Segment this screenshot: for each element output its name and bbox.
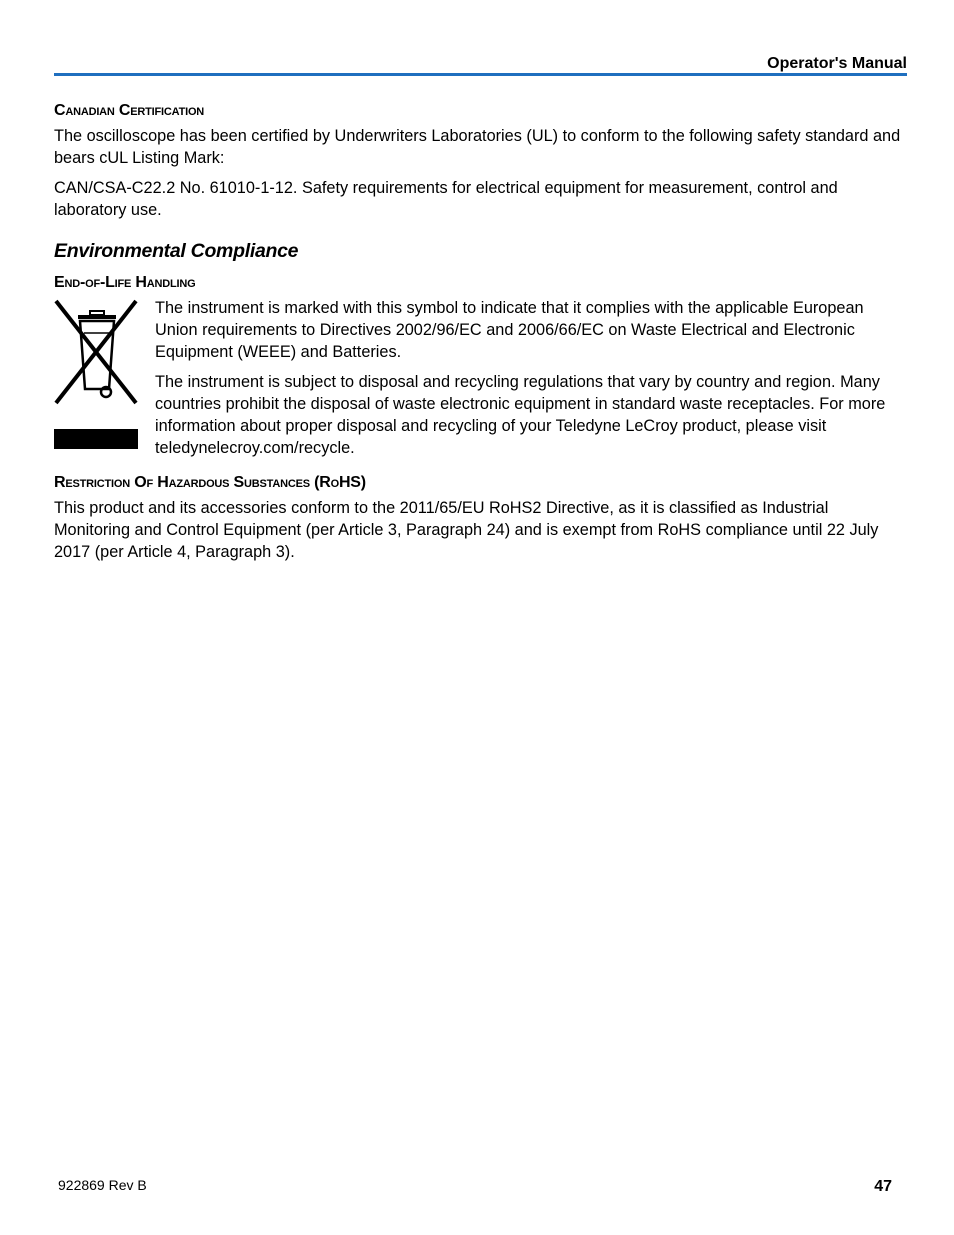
end-of-life-para-2: The instrument is subject to disposal and recycling regulations that vary by country and region. Many countries prohibit the disposal of waste electronic equipment in standard waste receptacles. For more information about proper disposal and recycling of your Teledyne LeCroy product, please visit teledynelecroy.com/recycle. — [155, 373, 886, 457]
weee-solid-bar — [54, 429, 138, 449]
end-of-life-para-1: The instrument is marked with this symbol to indicate that it complies with the applicable European Union requirements to Directives 2002/96/EC and 2006/66/EC on Waste Electrical and Electronic Equipment (WEEE) and Batteries. — [155, 299, 864, 361]
footer-page-number: 47 — [874, 1178, 892, 1195]
canadian-certification-para-1: The oscilloscope has been certified by Underwriters Laboratories (UL) to conform to the following safety standard and bears cUL Listing Mark: — [54, 127, 901, 167]
crossed-out-wheelie-bin-icon — [54, 299, 140, 405]
page-header-title: Operator's Manual — [767, 55, 907, 72]
canadian-certification-heading: Canadian Certification — [54, 102, 205, 119]
end-of-life-text — [155, 297, 904, 467]
end-of-life-block — [54, 297, 904, 467]
header-divider — [54, 73, 907, 76]
weee-symbol — [54, 299, 140, 449]
environmental-compliance-heading: Environmental Compliance — [54, 240, 299, 262]
page-content — [54, 101, 904, 571]
rohs-para-1: This product and its accessories conform to the 2011/65/EU RoHS2 Directive, as it is classified as Industrial Monitoring and Control Equipment (per Article 3, Paragraph 24) and is exempt from RoHS compliance until 22 July 2017 (per Article 4, Paragraph 3). — [54, 499, 879, 561]
footer-doc-number: 922869 Rev B — [58, 1177, 147, 1193]
canadian-certification-para-2: CAN/CSA-C22.2 No. 61010-1-12. Safety requirements for electrical equipment for measurement, control and laboratory use. — [54, 179, 838, 219]
rohs-heading: Restriction Of Hazardous Substances (RoHS) — [54, 474, 366, 491]
end-of-life-heading: End-of-Life Handling — [54, 274, 196, 291]
